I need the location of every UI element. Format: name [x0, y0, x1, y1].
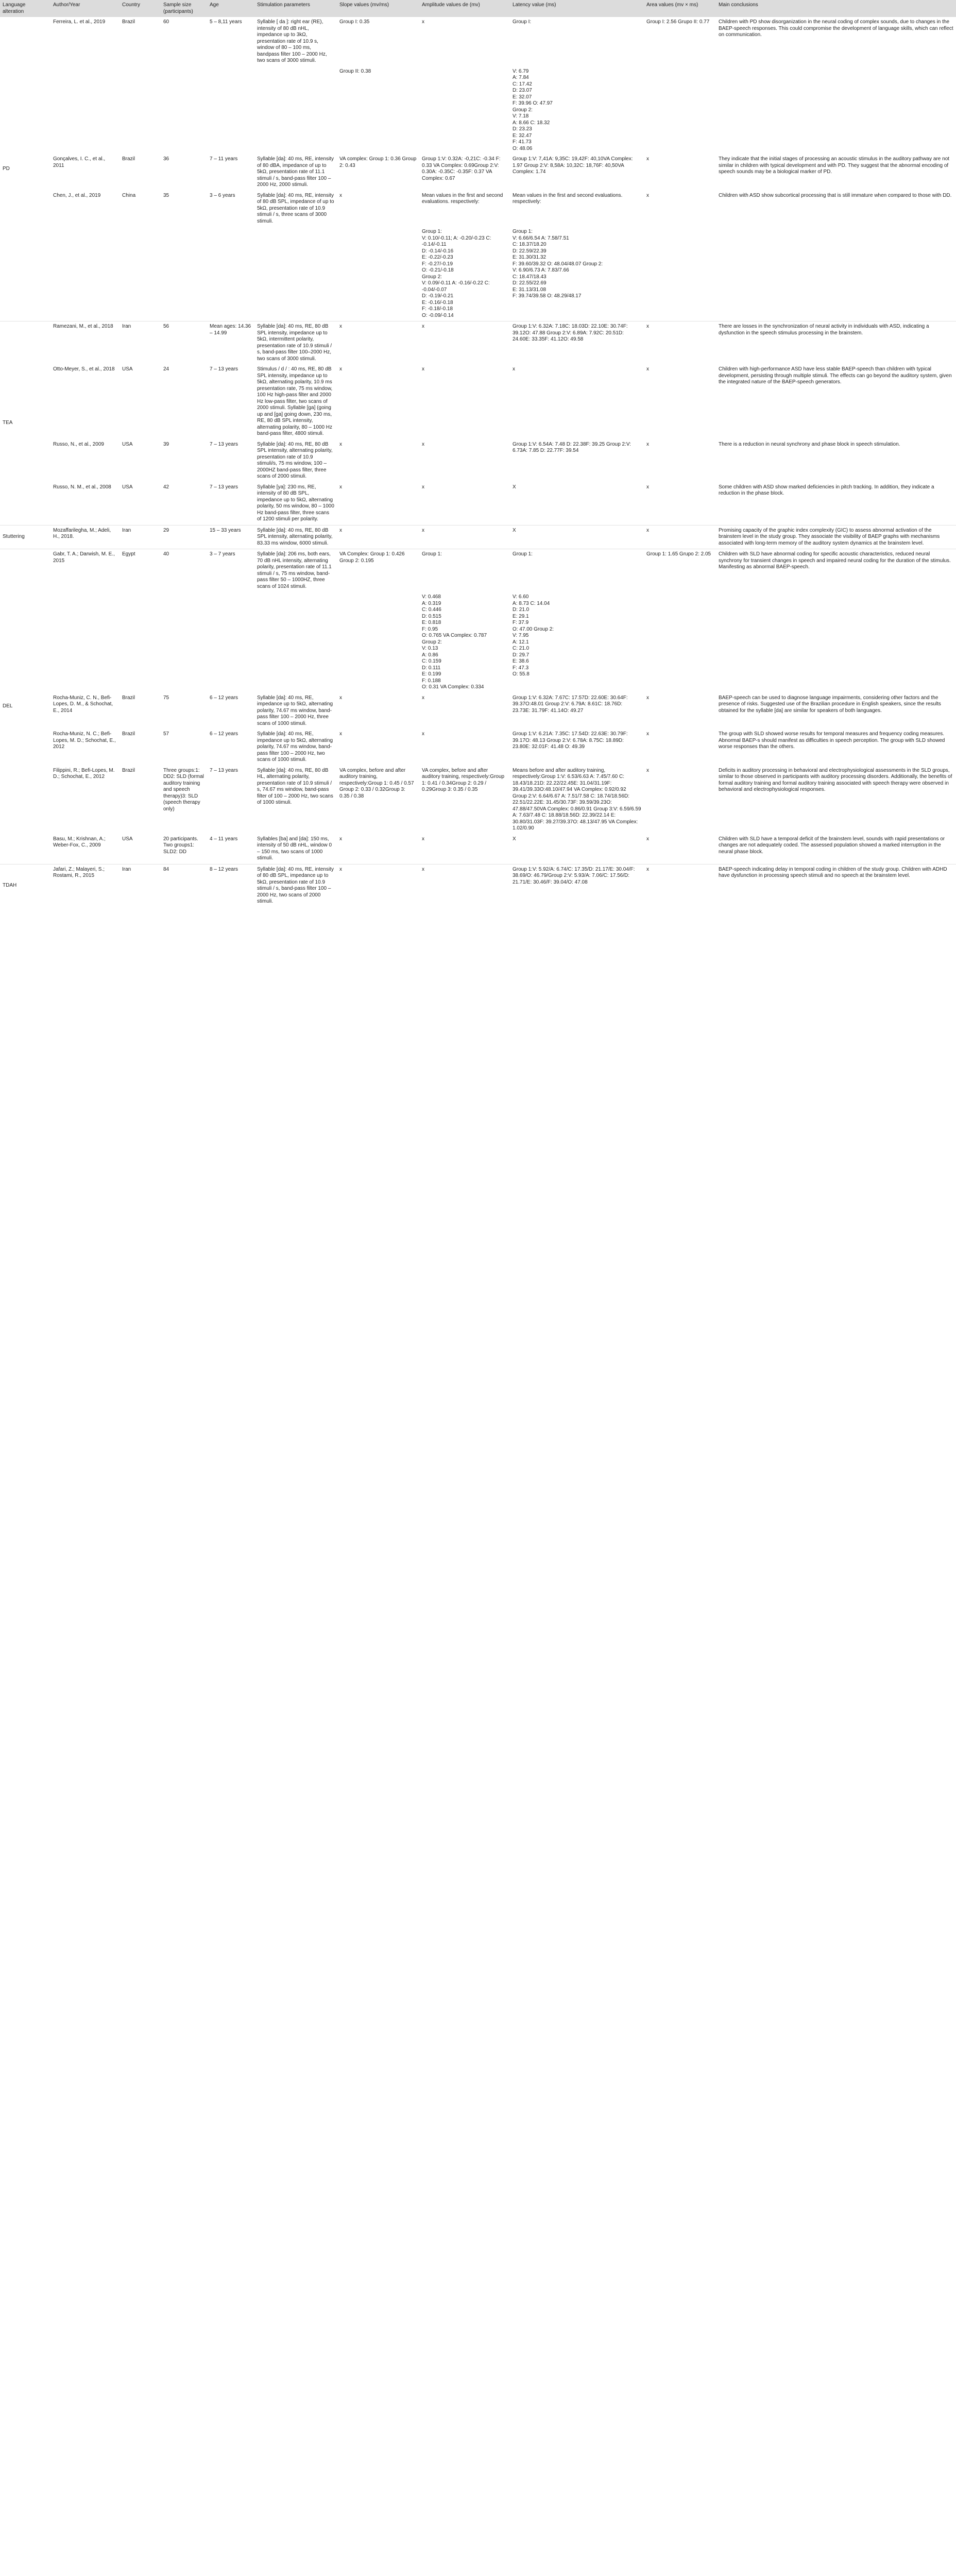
table-cell: USA [122, 366, 133, 372]
table-cell: Promising capacity of the graphic index complexity (GIC) to assess abnormal activation of the brainstem level in the study group. They associate the visibility of BAEP graphs with mechanisms associated with long-term memory of the auditory system dynamics at the brainstem level. [716, 525, 956, 549]
table-cell: Iran [120, 321, 161, 365]
table-cell [50, 592, 120, 693]
table-row [0, 439, 956, 482]
table-cell [337, 227, 419, 321]
group-label: Stuttering [0, 525, 50, 549]
table-cell: Ramezani, M., et al., 2018 [50, 321, 120, 365]
table-cell: 7 – 13 years [210, 366, 238, 372]
table-cell: x [419, 321, 510, 365]
table-cell: Syllable [ya]: 230 ms, RE, intensity of 80 dB SPL, impedance up to 5kΩ, alternating polarity, 50 ms window, 80 – 1000 Hz band-pass filter, three scans of 1200 stimuli per polarity. [257, 484, 334, 522]
column-header: Main conclusions [716, 0, 956, 17]
table-cell [716, 592, 956, 693]
table-row [0, 592, 956, 693]
table-cell: Iran [120, 864, 161, 907]
table-body [0, 17, 956, 907]
table-header [0, 0, 956, 17]
table-cell: Deficits in auditory processing in behavioral and electrophysiological assessments in the SLD groups, similar to those observed in participants with auditory processing disorders. Additionally, the benefits of formal auditory training and formal auditory training associated with speech therapy were observed in behavioral and electrophysiological responses. [719, 767, 952, 792]
table-row [0, 766, 956, 834]
table-cell [207, 227, 254, 321]
table-row [0, 693, 956, 730]
table-cell: VA complex, before and after auditory training, respectively:Group 1: 0.45 / 0.57 Group 2: 0.33 / 0.32Group 3: 0.35 / 0.38 [339, 767, 414, 799]
table-cell [207, 592, 254, 693]
table-cell: 75 [163, 694, 169, 701]
header-row [0, 0, 956, 17]
table-cell: 84 [161, 864, 207, 907]
table-cell: Mean ages: 14.36 – 14.99 [207, 321, 254, 365]
table-row [0, 549, 956, 592]
table-row [0, 364, 956, 439]
table-cell: VA Complex: Group 1: 0.426 Group 2: 0.195 [337, 549, 419, 592]
table-cell: x [419, 525, 510, 549]
table-cell: They indicate that the initial stages of processing an acoustic stimulus in the auditory pathway are not similar in children with typical development and with PD. They suggest that the abnormal encoding of speech sounds may be a biological marker of PD. [719, 156, 950, 175]
table-cell: BAEP-speech indicating delay in temporal coding in children of the study group. Children with ADHD have dysfunction in processing speech stimuli and no speech at the brainstem level. [716, 864, 956, 907]
table-cell: Mean values in the first and second evaluations. respectively: [513, 192, 623, 205]
table-cell: Basu, M.; Krishnan, A.; Weber-Fox, C., 2009 [53, 836, 106, 848]
table-cell: 7 – 13 years [210, 484, 238, 490]
table-cell: 57 [163, 731, 169, 737]
table-cell [644, 592, 716, 693]
table-cell: Group I: [513, 19, 532, 25]
table-cell: Rocha-Muniz, N. C.; Befi-Lopes, M. D.; Schochat, E., 2012 [53, 731, 116, 750]
column-header: Author/Year [50, 0, 120, 17]
table-cell [419, 66, 510, 155]
table-cell: 7 – 13 years [210, 441, 238, 447]
table-cell: Stimulus / d / : 40 ms, RE, 80 dB SPL intensity, impedance up to 5kΩ, alternating polarity, 10.9 ms presentation rate, 75 ms window, 100 Hz high-pass filter and 2000 Hz low-pass filter, two scans of 2000 stimuli. Syllable [ga] (going up and [ga] going down, 230 ms, RE, 80 dB SPL intensity, alternating polarity, 80 – 1000 Hz band-pass filter, 4800 stimuli. [257, 366, 333, 436]
table-cell: Syllable [da]: 40 ms, RE, 80 dB HL, alternating polarity, presentation rate of 10.9 stimuli / s, 74.67 ms window, band-pass filter of 100 – 2000 Hz, two scans of 1000 stimuli. [257, 767, 333, 805]
table-cell: Brazil [122, 767, 135, 773]
table-cell: Group 1:V: 6.54A: 7.48 D: 22.38F: 39.25 Group 2:V: 6.73A: 7.85 D: 22.77F: 39.54 [513, 441, 631, 453]
table-cell [161, 66, 207, 155]
table-cell: 7 – 13 years [210, 767, 238, 773]
table-cell: Syllable [da]: 40 ms, RE, impedance up to 5kΩ, alternating polarity, 74.67 ms window, band-pass filter 100 – 2000 Hz, two scans of 1000 stimuli. [257, 731, 333, 762]
table-cell: x [422, 731, 424, 737]
table-cell: 29 [161, 525, 207, 549]
table-cell: Brazil [122, 156, 135, 162]
table-cell: V: 6.79 A: 7.84 C: 17.42 D: 23.07 E: 32.07 F: 39.96 O: 47.97 Group 2: V: 7.18 A: 8.66 C: 18.32 D: 23.23 E: 32.47 F: 41.73 O: 48.06 [513, 68, 553, 151]
table-cell: There is a reduction in neural synchrony and phase block in speech stimulation. [719, 441, 900, 447]
table-cell: BAEP-speech can be used to diagnose language impairments, considering other factors and the presence of risks. Suggested use of the Brazilian procedure in English speakers, since the results obtained for the syllable [da] are similar for speakers of both languages. [719, 694, 941, 714]
group-label: DEL [0, 549, 50, 865]
table-cell: Syllable [da]: 40 ms, RE, intensity of 80 dB SPL, impedance of up to 5kΩ, presentation rate of 10.9 stimuli / s, three scans of 3000 stimuli. [257, 192, 334, 224]
table-cell: Group 1:V: 0.32A: -0,21C: -0.34 F: 0.33 VA Complex: 0.69Group 2:V: 0.30A: -0.35C: -0.35F: 0.37 VA Complex: 0.67 [422, 156, 501, 181]
table-cell: X [513, 484, 516, 490]
table-cell: x [419, 864, 510, 907]
table-cell [254, 66, 337, 155]
table-row [0, 191, 956, 227]
column-header: Latency value (ms) [510, 0, 644, 17]
table-cell: Syllable [da]: 40 ms, RE, intensity of 80 dB SPL, impedance up to 5kΩ, presentation rate of 10.9 stimuli / s, band-pass filter 100 – 2000 Hz, two scans of 2000 stimuli. [254, 864, 337, 907]
table-cell: x [337, 525, 419, 549]
table-cell: x [339, 441, 342, 447]
table-cell: Iran [120, 525, 161, 549]
table-cell [337, 592, 419, 693]
column-header: Age [207, 0, 254, 17]
table-cell: x [422, 441, 424, 447]
table-cell: x [339, 484, 342, 490]
table-row [0, 227, 956, 321]
table-row [0, 154, 956, 191]
table-cell: USA [122, 484, 133, 490]
table-cell: V: 0.468 A: 0.319 C: 0.446 D: 0.515 E: 0.818 F: 0.95 O: 0.765 VA Complex: 0.787 Group 2: V: 0.13 A: 0.86 C: 0.159 D: 0.111 E: 0.199 F: 0.188 O: 0.31 VA Complex: 0.334 [422, 594, 487, 690]
table-cell: x [646, 836, 649, 842]
table-cell: Rocha-Muniz, C. N., Befi-Lopes, D. M., & Schochat, E., 2014 [53, 694, 113, 714]
table-cell: X [513, 836, 516, 842]
table-row [0, 864, 956, 907]
table-cell: x [337, 864, 419, 907]
table-cell [254, 592, 337, 693]
table-cell: 39 [163, 441, 169, 447]
table-cell: Syllable [da]: 40 ms, RE, 80 dB SPL intensity, alternating polarity, presentation rate of 10.9 stimuli/s, 75 ms window, 100 – 2000HZ band-pass filter, three scans of 2000 stimuli. [257, 441, 333, 479]
table-cell: Group 1:V: 6.32A: 7.18C: 18.03D: 22.10E: 30.74F: 39.12O: 47.88 Group 2:V: 6.89A: 7.92C: 20.51D: 24.60E: 33.35F: 41.12O: 49.58 [510, 321, 644, 365]
table-cell: Children with ASD show subcortical processing that is still immature when compared to those with DD. [719, 192, 952, 198]
table-cell: Gabr, T. A.; Darwish, M. E., 2015 [50, 549, 120, 592]
table-cell: x [646, 731, 649, 737]
table-cell: x [644, 321, 716, 365]
table-cell: 42 [163, 484, 169, 490]
table-cell: USA [122, 441, 133, 447]
studies-table [0, 0, 956, 907]
table-cell: Group I: 2.56 Grupo II: 0.77 [646, 19, 710, 25]
table-cell: x [339, 731, 342, 737]
table-cell [716, 227, 956, 321]
table-cell: Group 1: V: 0.10/-0.11; A: -0.20/-0.23 C: -0.14/-0.11 D: -0.14/-0.16 E: -0.22/-0.23 F: -0.27/-0.19 O: -0.21/-0.18 Group 2: V: 0.09/-0.11 A: -0.16/-0.22 C: -0.04/-0.07 D: -0.19/-0.21 E: -0.16/-0.18 F: -0.18/-0.18 O: -0.09/-0.14 [422, 229, 491, 318]
table-cell: Filippini, R.; Befi-Lopes, M. D.; Schochat, E., 2012 [53, 767, 115, 779]
table-cell: x [644, 864, 716, 907]
table-cell [644, 66, 716, 155]
table-cell: x [646, 767, 649, 773]
table-cell [207, 66, 254, 155]
table-cell: V: 6.60 A: 8.73 C: 14.04 D: 21.0 E: 29.1 F: 37.9 O: 47.00 Group 2: V: 7.95 A: 12.1 C: 21.0 D: 29.7 E: 38.6 F: 47.3 O: 55.8 [513, 594, 554, 677]
table-cell: x [422, 484, 424, 490]
table-cell: Chen, J., et al., 2019 [53, 192, 101, 198]
table-cell: VA complex, before and after auditory training, respectively:Group 1: 0.41 / 0.34Group 2: 0.29 / 0.29Group 3: 0.35 / 0.35 [422, 767, 505, 792]
table-cell: x [422, 19, 424, 25]
table-cell: x [646, 366, 649, 372]
table-cell: Syllable [da]: 40 ms, RE, intensity of 80 dBA, impedance of up to 5kΩ, presentation rate of 11.1 stimuli / s, band-pass filter 100 – 2000 Hz, 2000 stimuli. [257, 156, 334, 188]
table-cell: Otto-Meyer, S., et al., 2018 [53, 366, 115, 372]
table-cell [254, 227, 337, 321]
table-cell: x [646, 441, 649, 447]
table-cell: Group 1: 1.65 Grupo 2: 2.05 [644, 549, 716, 592]
table-cell: Group 1:V: 5.92/A: 6.74/C: 17.35/D: 21.17/E: 30.04/F: 38.69/O: 46.79/Group 2:V: 5.93/A: 7.06/C: 17.56/D: 21.71/E: 30.46/F: 39.04/O: 47.08 [510, 864, 644, 907]
table-cell: Syllable [ da ]: right ear (RE), intensity of 80 dB nHL, impedance up to 3kΩ, presentation rate of 10.9 s, window of 80 – 100 ms, bandpass filter 100 – 2000 Hz, two scans of 3000 stimuli. [257, 19, 327, 63]
table-cell: Brazil [122, 19, 135, 25]
table-cell: x [337, 321, 419, 365]
table-cell: x [644, 525, 716, 549]
table-cell: Group 1: [510, 549, 644, 592]
table-cell: Syllable [da]: 40 ms, RE, 80 dB SPL intensity, impedance up to 5kΩ, intermittent polarity, presentation rate of 10.9 stimuli / s, band-pass filter 100–2000 Hz, two scans of 3000 stimuli. [254, 321, 337, 365]
table-cell: x [339, 836, 342, 842]
table-cell: Group I: 0.35 [339, 19, 370, 25]
table-cell: 3 – 6 years [210, 192, 235, 198]
table-cell: Syllables [ba] and [da]: 150 ms, intensity of 50 dB nHL, window 0 – 150 ms, two scans of 1000 stimuli. [257, 836, 332, 861]
table-cell: 3 – 7 years [207, 549, 254, 592]
table-cell: Group II: 0.38 [339, 68, 371, 74]
table-cell: 7 – 11 years [210, 156, 238, 162]
table-cell: Children with SLD have a temporal deficit of the brainstem level, sounds with rapid presentations or changes are not adequately coded. The assessed population showed a marked interruption in the neural phase block. [719, 836, 945, 855]
table-cell: 36 [163, 156, 169, 162]
table-cell [50, 66, 120, 155]
table-cell: 4 – 11 years [210, 836, 238, 842]
column-header: Sample size (participants) [161, 0, 207, 17]
table-cell: Syllable [da]: 40 ms, RE, impedance up to 5kΩ, alternating polarity, 74.67 ms window, band-pass filter 100 – 2000 Hz, three scans of 1000 stimuli. [257, 694, 333, 726]
table-cell [50, 227, 120, 321]
table-cell: Jafari, Z.; Malayeri, S.; Rostami, R., 2015 [50, 864, 120, 907]
table-cell: Children with PD show disorganization in the neural coding of complex sounds, due to changes in the BAEP-speech responses. This could compromise the development of language skills, which can reflect on communication. [719, 19, 953, 38]
table-cell: 24 [163, 366, 169, 372]
table-row [0, 321, 956, 365]
table-cell: Syllable [da]: 40 ms, RE, 80 dB SPL intensity, alternating polarity, 83.33 ms window, 6000 stimuli. [254, 525, 337, 549]
table-cell: 5 – 8,11 years [210, 19, 242, 25]
table-cell: Some children with ASD show marked deficiencies in pitch tracking. In addition, they indicate a reduction in the phase block. [719, 484, 934, 496]
table-cell: Syllable [da]: 206 ms, both ears, 70 dB nHL intensity, alternating polarity, presentation rate of 11.1 stimuli / s, 75 ms window, band-pass filter 50 – 1000HZ, three scans of 1024 stimuli. [254, 549, 337, 592]
table-cell: There are losses in the synchronization of neural activity in individuals with ASD, indicating a dysfunction in the speech stimulus processing in the brainstem. [716, 321, 956, 365]
table-cell: The group with SLD showed worse results for temporal measures and frequency coding measures. Abnormal BAEP-s should manifest as difficulties in speech perception. The group with SLD showed worse responses than the others. [719, 731, 945, 750]
table-cell: 6 – 12 years [210, 694, 238, 701]
table-cell: Gonçalves, I. C., et al., 2011 [53, 156, 106, 168]
table-cell: x [339, 366, 342, 372]
table-cell [161, 592, 207, 693]
table-cell: 20 participants. Two groups1: SLD2: DD [163, 836, 198, 855]
table-row [0, 729, 956, 766]
table-cell: 40 [161, 549, 207, 592]
table-cell: x [513, 366, 515, 372]
table-cell: Group 1: V: 6.66/6.54 A: 7.58/7.51 C: 18.37/18.20 D: 22.59/22.39 E: 31.30/31.32 F: 39.60/39.32 O: 48.04/48.07 Group 2: V: 6.90/6.73 A: 7.83/7.66 C: 18.47/18.43 D: 22.55/22.69 E: 31.13/31.08 F: 39.74/39.58 O: 48.29/48.17 [513, 229, 603, 299]
table-row [0, 834, 956, 865]
table-cell: x [646, 192, 649, 198]
table-cell: Brazil [122, 694, 135, 701]
table-cell: Children with high-performance ASD have less stable BAEP-speech than children with typical development, persisting through multiple stimuli. The effects can go beyond the auditory system, given the integrated nature of the BAEP-speech generators. [719, 366, 952, 385]
table-cell: Russo, N., et al., 2009 [53, 441, 104, 447]
table-cell: 8 – 12 years [207, 864, 254, 907]
group-label: TDAH [0, 864, 50, 907]
column-header: Stimulation parameters [254, 0, 337, 17]
table-cell: 6 – 12 years [210, 731, 238, 737]
column-header: Slope values (mv/ms) [337, 0, 419, 17]
table-cell [644, 227, 716, 321]
table-cell: Group 1: [419, 549, 510, 592]
table-cell [161, 227, 207, 321]
table-row [0, 482, 956, 526]
table-cell: Mean values in the first and second evaluations. respectively: [422, 192, 503, 205]
group-label: TEA [0, 321, 50, 526]
table-cell: Three groups:1: DD2: SLD (formal auditory training and speech therapy)3: SLD (speech therapy only) [163, 767, 204, 812]
table-cell: Group 1:V: 6.21A: 7.35C: 17.54D: 22.63E: 30.79F: 39.17O: 48.13 Group 2:V: 6.78A: 8.75C: 18.89D: 23.80E: 32.01F: 41.48 O: 49.39 [513, 731, 628, 750]
table-cell: Means before and after auditory training, respectively:Group 1:V: 6.53/6.63 A: 7.45/7.60 C: 18.43/18.21D: 22.22/22.45E: 31.04/31.19F: 39.41/39.33O:48.10/47.94 VA Complex: 0.92/0.92 Group 2:V: 6.64/6.67 A: 7.51/7.58 C: 18.74/18.56D: 22.51/22.22E: 31.45/30.73F: 39.59/39.23O: 47.88/47.50VA Complex: 0.86/0.91 Group 3:V: 6.59/6.59 A: 7.63/7.48 C: 18.88/18.56D: 22.39/22.14 E: 30.80/31.03F: 39.27/39.37O: 48.13/47.95 VA Complex: 1.02/0.90 [513, 767, 641, 831]
group-label: PD [3, 165, 10, 172]
table-cell: 15 – 33 years [207, 525, 254, 549]
table-cell: x [422, 694, 424, 701]
table-row [0, 17, 956, 66]
table-cell: 60 [163, 19, 169, 25]
table-cell: x [646, 156, 649, 162]
table-row [0, 66, 956, 155]
table-cell: 35 [163, 192, 169, 198]
table-cell: Children with SLD have abnormal coding for specific acoustic characteristics, reduced neural synchrony for transient changes in speech and impaired neural coding for the duration of the stimulus. Manifesting as abnormal BAEP-speech. [716, 549, 956, 592]
table-cell: Russo, N. M., et al., 2008 [53, 484, 111, 490]
table-cell [120, 66, 161, 155]
table-cell: Brazil [122, 731, 135, 737]
column-header: Area values (mv × ms) [644, 0, 716, 17]
table-cell: x [422, 836, 424, 842]
table-cell [716, 66, 956, 155]
table-cell [120, 592, 161, 693]
table-cell: Mozaffarilegha, M.; Adeli, H., 2018. [50, 525, 120, 549]
table-cell: Group 1:V: 6.32A: 7.67C: 17.57D: 22.60E: 30.64F: 39.37O:48.01 Group 2:V: 6.79A: 8.61C: 18.76D: 23.73E: 31.79F: 41.14O: 49.27 [513, 694, 628, 714]
column-header: Country [120, 0, 161, 17]
table-row [0, 525, 956, 549]
table-cell: x [339, 694, 342, 701]
table-cell: x [646, 484, 649, 490]
table-cell: VA complex: Group 1: 0.36 Group 2: 0.43 [339, 156, 417, 168]
table-cell: 56 [161, 321, 207, 365]
table-cell: x [339, 192, 342, 198]
table-cell: Ferreira, L. et al., 2019 [53, 19, 106, 25]
column-header: Amplitude values de (mv) [419, 0, 510, 17]
table-cell: x [422, 366, 424, 372]
table-cell: x [646, 694, 649, 701]
table-cell: Group 1:V: 7,41A: 9,35C: 19,42F: 40,10VA Complex: 1.97 Group 2:V: 8,58A: 10,32C: 18,76F: 40,50VA Complex: 1.74 [513, 156, 633, 175]
column-header: Language alteration [0, 0, 50, 17]
table-cell: China [122, 192, 136, 198]
table-cell: Egypt [120, 549, 161, 592]
table-cell: X [510, 525, 644, 549]
table-cell: USA [122, 836, 133, 842]
table-cell [120, 227, 161, 321]
